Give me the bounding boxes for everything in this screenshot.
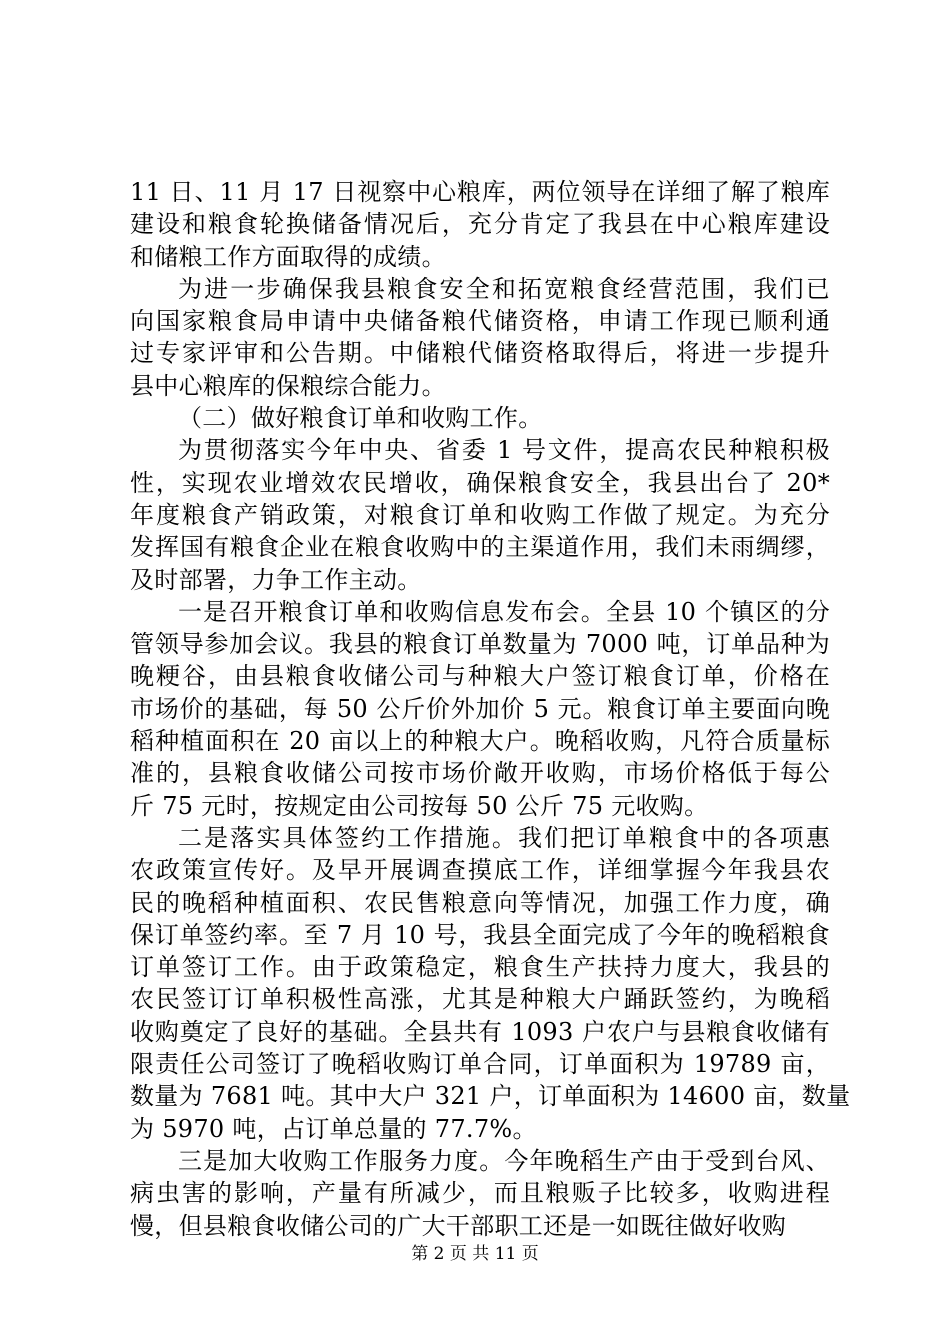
text-line: 和储粮工作方面取得的成绩。 [130, 242, 446, 271]
paragraph [130, 434, 830, 595]
text-line: 准的，县粮食收储公司按市场价敞开收购，市场价格低于每公 [130, 759, 830, 788]
text-line: 为 5970 吨，占订单总量的 77.7%。 [130, 1114, 537, 1143]
text-line: 过专家评审和公告期。中储粮代储资格取得后，将进一步提升 [130, 339, 830, 368]
text-line: 农民签订订单积极性高涨，尤其是种粮大户踊跃签约，为晚稻 [130, 985, 830, 1014]
text-line: 数量为 7681 吨。其中大户 321 户，订单面积为 14600 亩，数量 [130, 1082, 851, 1111]
text-line: 斤 75 元时，按规定由公司按每 50 公斤 75 元收购。 [130, 791, 709, 820]
text-line: 县中心粮库的保粮综合能力。 [130, 371, 446, 400]
text-line: 订单签订工作。由于政策稳定，粮食生产扶持力度大，我县的 [130, 953, 830, 982]
text-line: 市场价的基础，每 50 公斤价外加价 5 元。粮食订单主要面向晚 [130, 694, 830, 723]
text-line: 发挥国有粮食企业在粮食收购中的主渠道作用，我们未雨绸缪， [130, 533, 830, 562]
paragraph [130, 176, 830, 273]
text-line: 限责任公司签订了晚稻收购订单合同，订单面积为 19789 亩， [130, 1050, 830, 1079]
text-line: 性，实现农业增效农民增收，确保粮食安全，我县出台了 20* [130, 468, 830, 497]
text-line: 二是落实具体签约工作措施。我们把订单粮食中的各项惠 [178, 823, 830, 852]
text-line: 保订单签约率。至 7 月 10 号，我县全面完成了今年的晚稻粮食 [130, 920, 830, 949]
text-line: 11 日、11 月 17 日视察中心粮库，两位领导在详细了解了粮库 [130, 178, 830, 206]
text-line: 建设和粮食轮换储备情况后，充分肯定了我县在中心粮库建设 [130, 210, 830, 239]
paragraph [130, 1145, 830, 1242]
text-line: 向国家粮食局申请中央储备粮代储资格，申请工作现已顺利通 [130, 307, 830, 336]
body-text [130, 176, 851, 1242]
text-line: （二）做好粮食订单和收购工作。 [178, 404, 543, 433]
text-line: 及时部署，力争工作主动。 [130, 565, 422, 594]
text-line: 为进一步确保我县粮食安全和拓宽粮食经营范围，我们已 [178, 274, 830, 303]
text-line: 收购奠定了良好的基础。全县共有 1093 户农户与县粮食收储有 [130, 1017, 830, 1046]
paragraph [130, 822, 851, 1145]
text-line: 民的晚稻种植面积、农民售粮意向等情况，加强工作力度，确 [130, 888, 830, 917]
text-line: 一是召开粮食订单和收购信息发布会。全县 10 个镇区的分 [178, 597, 830, 626]
text-line: 慢，但县粮食收储公司的广大干部职工还是一如既往做好收购 [130, 1211, 787, 1240]
text-line: 病虫害的影响，产量有所减少，而且粮贩子比较多，收购进程 [130, 1179, 830, 1208]
paragraph [130, 596, 830, 822]
text-line: 稻种植面积在 20 亩以上的种粮大户。晚稻收购，凡符合质量标 [130, 727, 830, 756]
paragraph [130, 402, 830, 434]
page-footer: 第 2 页 共 11 页 [411, 1244, 539, 1264]
paragraph [130, 273, 830, 402]
text-line: 农政策宣传好。及早开展调查摸底工作，详细掌握今年我县农 [130, 856, 830, 885]
text-line: 年度粮食产销政策，对粮食订单和收购工作做了规定。为充分 [130, 500, 830, 529]
text-line: 三是加大收购工作服务力度。今年晚稻生产由于受到台风、 [178, 1146, 830, 1175]
text-line: 晚粳谷，由县粮食收储公司与种粮大户签订粮食订单，价格在 [130, 662, 830, 691]
text-line: 为贯彻落实今年中央、省委 1 号文件，提高农民种粮积极 [178, 436, 830, 465]
text-line: 管领导参加会议。我县的粮食订单数量为 7000 吨，订单品种为 [130, 630, 830, 659]
